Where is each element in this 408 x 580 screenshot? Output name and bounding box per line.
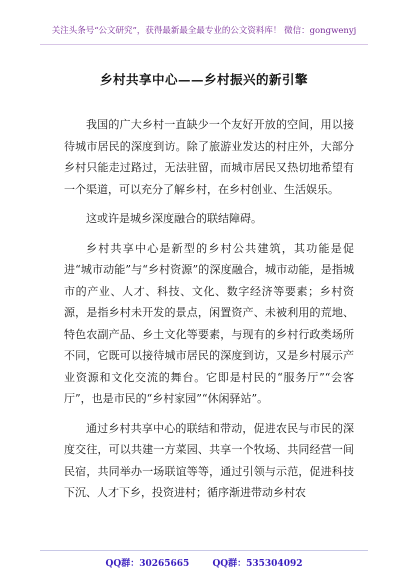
paragraph-3: 乡村共享中心是新型的乡村公共建筑，其功能是促进“城市动能”与“乡村资源”的深度融合，城市动能，是指城市的产业、人才、科技、文化、数字经济等要素；乡村资源，是指乡村未开发的景点，闲置资产、未被利用的荒地、特色农副产品、乡土文化等要素，与现有的乡村行政类场所不同，它既可以接待城市居民的深度到访，又是乡村展示产业资源和文化交流的舞台。它即是村民的“服务厅”“会客厅”，也是市民的“乡村家园”“休闲驿站”。	[64, 241, 354, 405]
document-title: 乡村共享中心——乡村振兴的新引擎	[99, 72, 308, 87]
paragraph-2: 这或许是城乡深度融合的联结障碍。	[86, 212, 262, 225]
footer	[0, 556, 408, 569]
document-body	[64, 114, 354, 512]
footer-qq-group-1: QQ群：30265665	[105, 559, 190, 569]
footer-qq-group-2: QQ群：535304092	[212, 559, 303, 569]
footer-divider	[40, 550, 368, 551]
paragraph-4: 通过乡村共享中心的联结和带动，促进农民与市民的深度交往，可以共建一方菜园、共享一个牧场、共同经营一间民宿，共同举办一场联谊等等，通过引领与示范，促进科技下沉、人才下乡，投资进村；循序渐进带动乡村农	[64, 421, 354, 499]
header-divider	[40, 44, 368, 45]
header-banner: 关注头条号“公文研究”，获得最新最全最专业的公文资料库！ 微信：gongwenyj	[51, 26, 357, 36]
paragraph-1: 我国的广大乡村一直缺少一个友好开放的空间，用以接待城市居民的深度到访。除了旅游业发达的村庄外，大部分乡村只能走过路过，无法驻留，而城市居民又热切地希望有一个渠道，可以充分了解乡村，在乡村创业、生活娱乐。	[64, 118, 354, 196]
